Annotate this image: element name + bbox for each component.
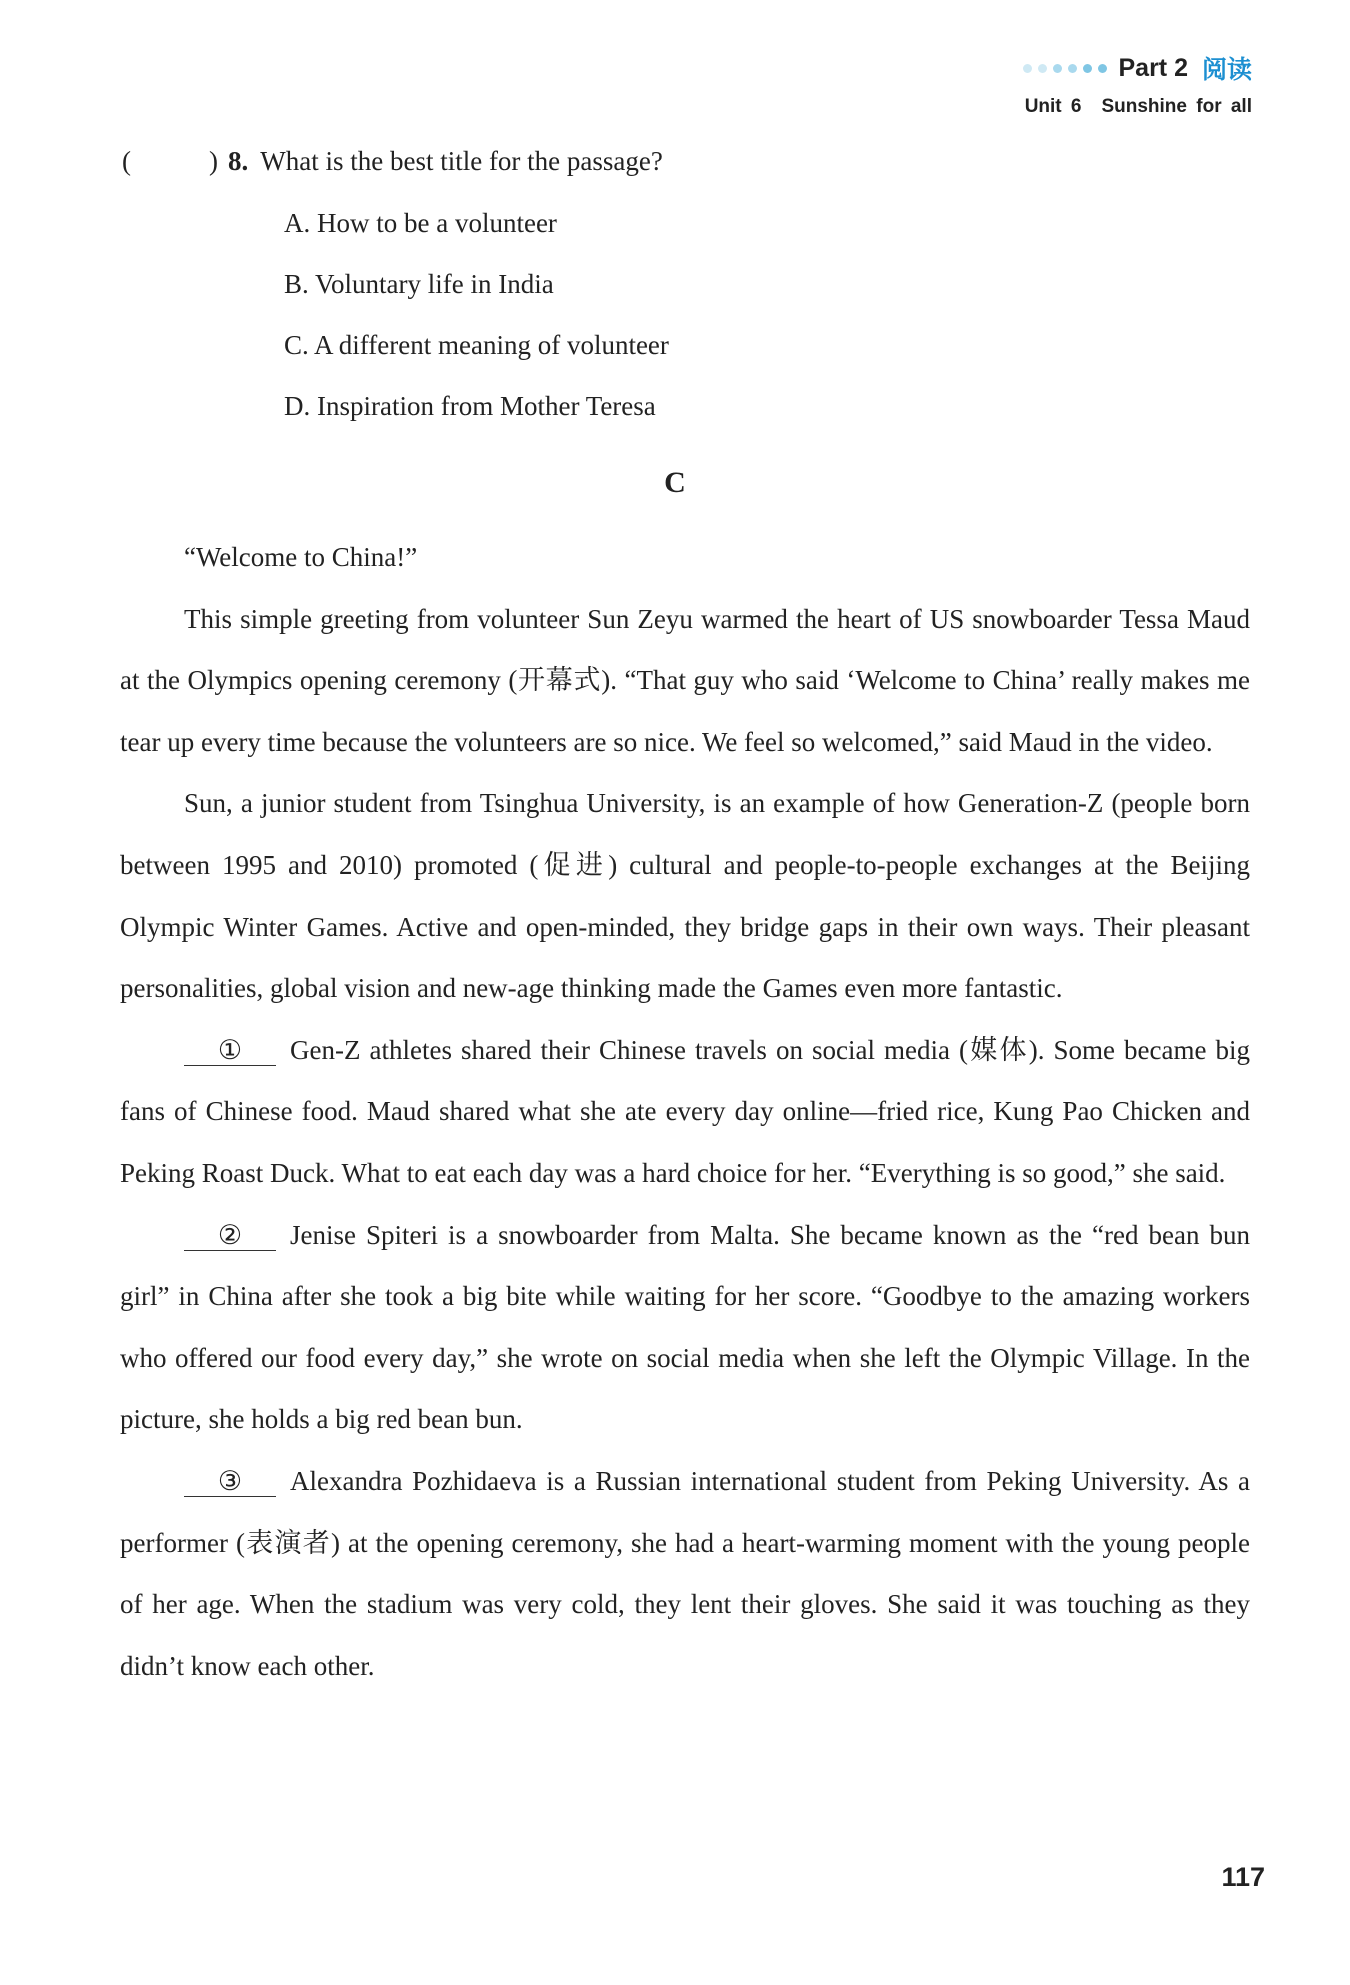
question-number: 8.	[228, 146, 249, 176]
option-a[interactable]: A. How to be a volunteer	[284, 208, 557, 238]
page-number: 117	[1221, 1862, 1265, 1892]
answer-options	[284, 208, 669, 452]
question-stem: What is the best title for the passage?	[260, 146, 663, 176]
reading-passage	[120, 527, 1250, 1697]
paragraph-3: Sun, a junior student from Tsinghua University, is an example of how Generation-Z (people born between 1995 and 2010) promoted (促进) cultural and people-to-people exchanges at the Beijing Olympic Winter Games. Active and open-minded, they bridge gaps in their own ways. Their pleasant personalities, global vision and new-age thinking made the Games even more fantastic.	[120, 788, 1250, 1004]
paragraph-1: “Welcome to China!”	[184, 542, 418, 572]
option-b[interactable]: B. Voluntary life in India	[284, 269, 554, 299]
option-d[interactable]: D. Inspiration from Mother Teresa	[284, 391, 656, 421]
paragraph-5: ② Jenise Spiteri is a snowboarder from Malta. She became known as the “red bean bun girl” in China after she took a big bite while waiting for her score. “Goodbye to the amazing workers who offered our food every day,” she wrote on social media when she left the Olympic Village. In the picture, she holds a big red bean bun.	[120, 1219, 1250, 1435]
paragraph-4: ① Gen-Z athletes shared their Chinese travels on social media (媒体). Some became big fans of Chinese food. Maud shared what she ate every day online—fried rice, Kung Pao Chicken and Peking Roast Duck. What to eat each day was a hard choice for her. “Everything is so good,” she said.	[120, 1034, 1250, 1188]
section-label: C	[664, 466, 686, 499]
blank-2[interactable]: ②	[184, 1220, 276, 1251]
paragraph-2: This simple greeting from volunteer Sun Zeyu warmed the heart of US snowboarder Tessa Maud at the Olympics opening ceremony (开幕式). “That guy who said ‘Welcome to China’ really makes me tear up every time because the volunteers are so nice. We feel so welcomed,” said Maud in the video.	[120, 603, 1250, 757]
answer-bracket[interactable]: ( )	[122, 146, 218, 176]
paragraph-6: ③ Alexandra Pozhidaeva is a Russian international student from Peking University. As a performer (表演者) at the opening ceremony, she had a heart-warming moment with the young people of her age. When the stadium was very cold, they lent their gloves. She said it was touching as they didn’t know each other.	[120, 1465, 1250, 1681]
part-label: Part 2	[1118, 53, 1188, 82]
page-header	[1023, 50, 1253, 118]
decorative-dots-icon	[1023, 64, 1107, 73]
unit-label: Unit 6	[1024, 96, 1082, 117]
blank-3[interactable]: ③	[184, 1466, 276, 1497]
question-8	[122, 145, 663, 177]
unit-title: Sunshine for all	[1101, 96, 1252, 117]
option-c[interactable]: C. A different meaning of volunteer	[284, 330, 669, 360]
section-cn-label: 阅读	[1201, 56, 1252, 84]
blank-1[interactable]: ①	[184, 1035, 276, 1066]
